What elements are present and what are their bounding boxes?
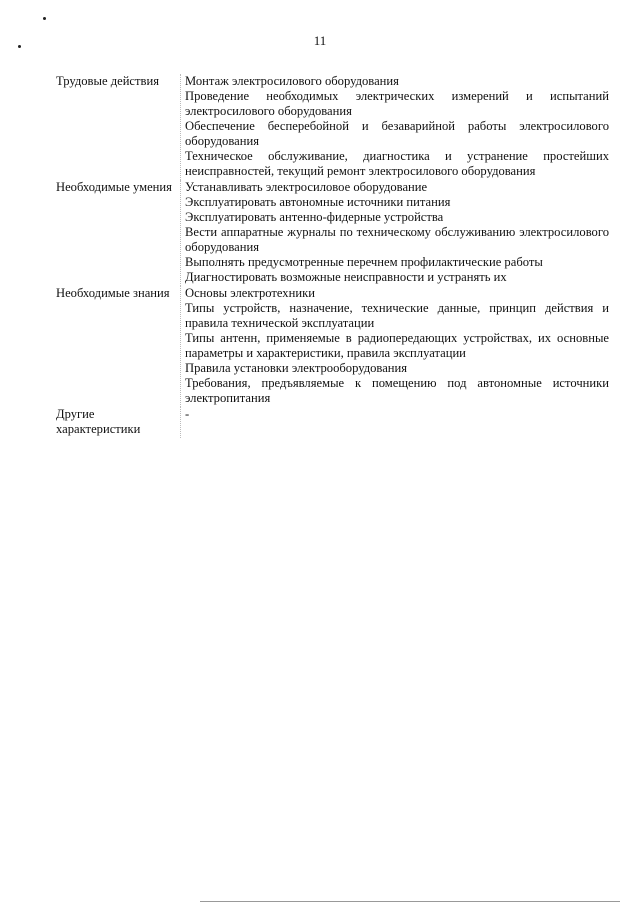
- list-item: Эксплуатировать автономные источники питания: [185, 195, 451, 209]
- page-number: 11: [313, 33, 327, 48]
- qualification-table: [56, 74, 609, 438]
- list-item: Основы электротехники: [185, 286, 315, 300]
- section-label: Необходимые умения: [56, 180, 172, 194]
- section-label: Необходимые знания: [56, 286, 170, 300]
- list-item: Эксплуатировать антенно-фидерные устройства: [185, 210, 444, 224]
- list-item: Правила установки электрооборудования: [185, 361, 408, 375]
- list-item: Вести аппаратные журналы по техническому обслуживанию электросилового оборудования: [185, 225, 609, 254]
- section-items: [181, 74, 610, 180]
- section-required-skills: [56, 180, 609, 286]
- list-item: Техническое обслуживание, диагностика и устранение простейших неисправностей, текущий ремонт электросилового оборудования: [185, 149, 609, 178]
- list-item: Типы антенн, применяемые в радиопередающих устройствах, их основные параметры и характеристики, правила эксплуатации: [185, 331, 609, 360]
- list-item: Проведение необходимых электрических измерений и испытаний электросилового оборудования: [185, 89, 609, 118]
- section-required-knowledge: [56, 286, 609, 407]
- list-item: Типы устройств, назначение, технические данные, принцип действия и правила технической эксплуатации: [185, 301, 609, 330]
- list-item: Устанавливать электросиловое оборудование: [185, 180, 428, 194]
- section-items: [181, 286, 610, 407]
- section-labor-actions: [56, 74, 609, 180]
- list-item: Обеспечение бесперебойной и безаварийной работы электросилового оборудования: [185, 119, 609, 148]
- section-items: [181, 180, 610, 286]
- list-item: Диагностировать возможные неисправности и устранять их: [185, 270, 507, 284]
- section-items: [181, 407, 610, 438]
- list-item: Требования, предъявляемые к помещению под автономные источники электропитания: [185, 376, 609, 405]
- list-item: Монтаж электросилового оборудования: [185, 74, 399, 88]
- section-label: Другие характеристики: [56, 407, 141, 436]
- list-item: Выполнять предусмотренные перечнем профилактические работы: [185, 255, 543, 269]
- list-item: -: [185, 407, 190, 421]
- scan-speck: [43, 17, 46, 20]
- section-label: Трудовые действия: [56, 74, 160, 88]
- scan-edge-line: [200, 901, 620, 902]
- section-other-characteristics: [56, 407, 609, 438]
